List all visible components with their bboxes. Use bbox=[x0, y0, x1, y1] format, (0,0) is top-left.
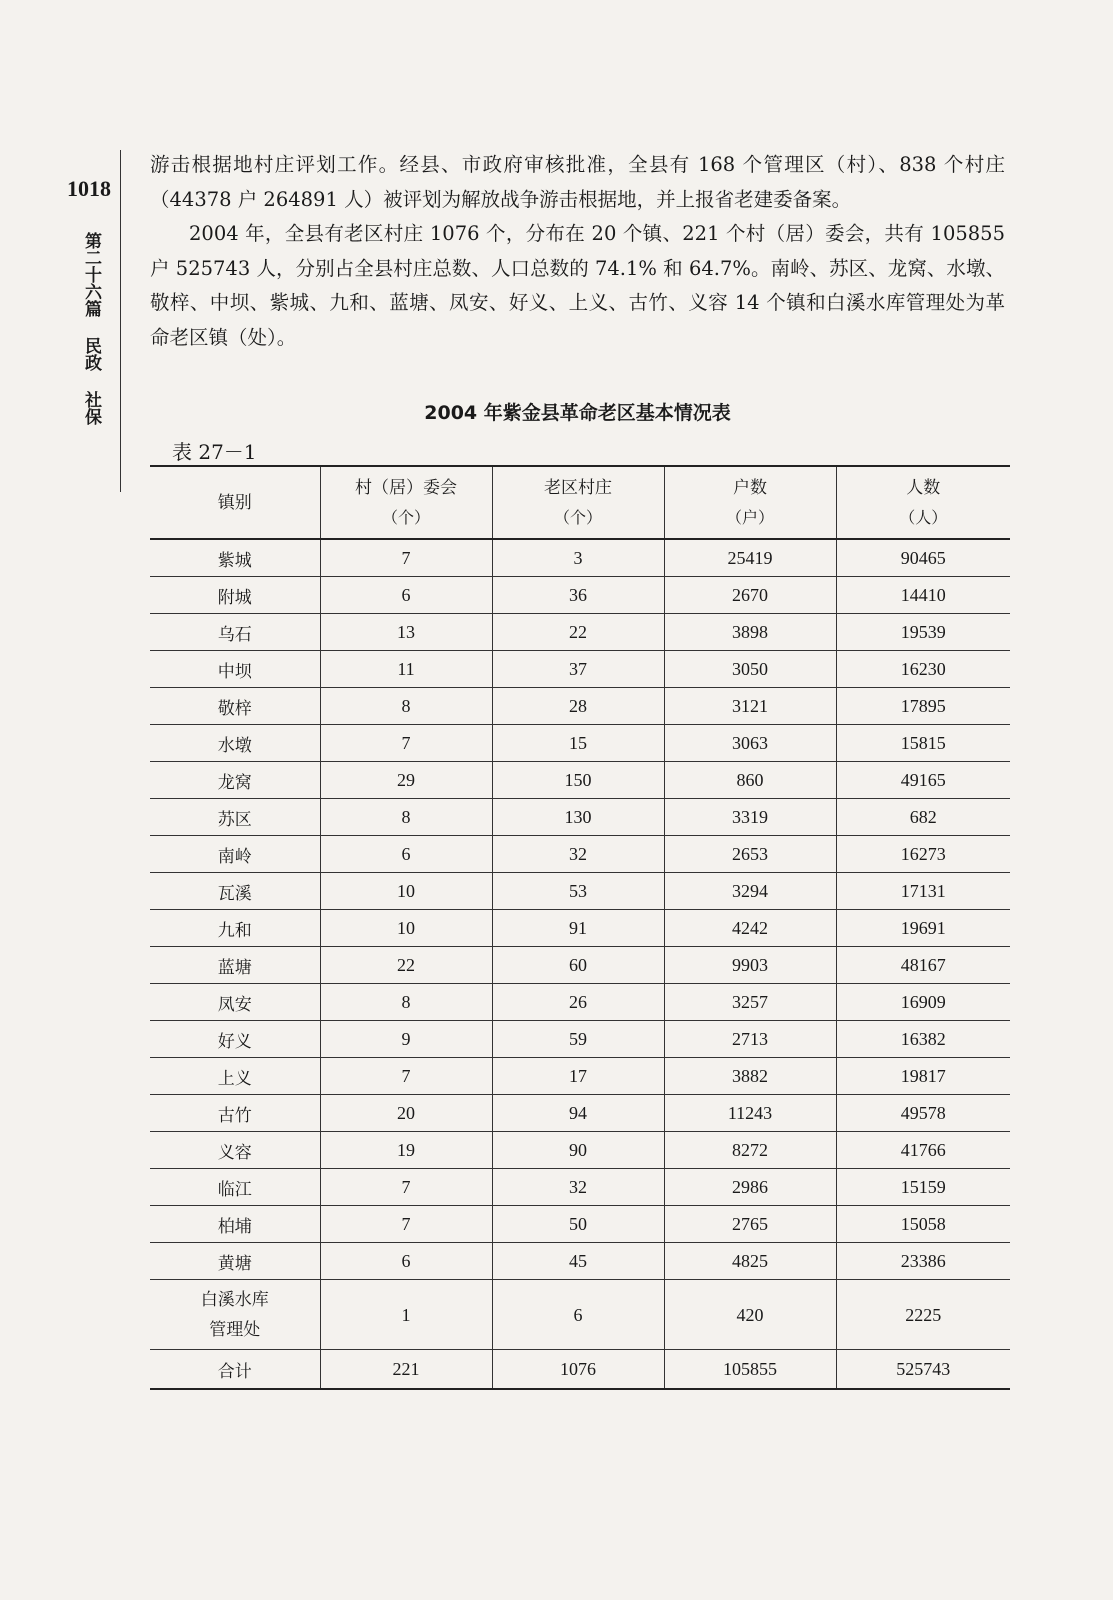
villages-cell: 91 bbox=[492, 910, 664, 947]
town-cell: 蓝塘 bbox=[150, 947, 320, 984]
people-cell: 90465 bbox=[836, 539, 1010, 577]
households-cell: 2653 bbox=[664, 836, 836, 873]
town-cell: 九和 bbox=[150, 910, 320, 947]
table-row bbox=[150, 1058, 1010, 1095]
committees-cell: 6 bbox=[320, 577, 492, 614]
committees-cell: 221 bbox=[320, 1350, 492, 1390]
header-row bbox=[150, 466, 1010, 539]
people-cell: 19539 bbox=[836, 614, 1010, 651]
households-cell: 3898 bbox=[664, 614, 836, 651]
people-cell: 682 bbox=[836, 799, 1010, 836]
villages-cell: 37 bbox=[492, 651, 664, 688]
town-cell: 临江 bbox=[150, 1169, 320, 1206]
table-row bbox=[150, 614, 1010, 651]
table-row bbox=[150, 910, 1010, 947]
committees-cell: 22 bbox=[320, 947, 492, 984]
villages-cell: 15 bbox=[492, 725, 664, 762]
header-cell: 户数 （户） bbox=[664, 466, 836, 539]
committees-cell: 7 bbox=[320, 1058, 492, 1095]
people-cell: 49578 bbox=[836, 1095, 1010, 1132]
committees-cell: 9 bbox=[320, 1021, 492, 1058]
table-row bbox=[150, 651, 1010, 688]
people-cell: 16909 bbox=[836, 984, 1010, 1021]
people-cell: 16382 bbox=[836, 1021, 1010, 1058]
table-row bbox=[150, 873, 1010, 910]
households-cell: 420 bbox=[664, 1280, 836, 1350]
people-cell: 17131 bbox=[836, 873, 1010, 910]
town-cell: 黄塘 bbox=[150, 1243, 320, 1280]
header-cell: 村（居）委会 （个） bbox=[320, 466, 492, 539]
data-table bbox=[150, 465, 1010, 1390]
town-cell: 好义 bbox=[150, 1021, 320, 1058]
committees-cell: 10 bbox=[320, 873, 492, 910]
committees-cell: 8 bbox=[320, 688, 492, 725]
households-cell: 3882 bbox=[664, 1058, 836, 1095]
people-cell: 15058 bbox=[836, 1206, 1010, 1243]
villages-cell: 6 bbox=[492, 1280, 664, 1350]
households-cell: 3121 bbox=[664, 688, 836, 725]
people-cell: 14410 bbox=[836, 577, 1010, 614]
town-cell: 古竹 bbox=[150, 1095, 320, 1132]
households-cell: 4825 bbox=[664, 1243, 836, 1280]
town-cell: 龙窝 bbox=[150, 762, 320, 799]
households-cell: 2713 bbox=[664, 1021, 836, 1058]
table-row-total bbox=[150, 1350, 1010, 1390]
body-text bbox=[150, 148, 1005, 355]
people-cell: 15159 bbox=[836, 1169, 1010, 1206]
villages-cell: 26 bbox=[492, 984, 664, 1021]
households-cell: 3319 bbox=[664, 799, 836, 836]
households-cell: 3050 bbox=[664, 651, 836, 688]
table-row bbox=[150, 577, 1010, 614]
households-cell: 25419 bbox=[664, 539, 836, 577]
households-cell: 2986 bbox=[664, 1169, 836, 1206]
committees-cell: 7 bbox=[320, 725, 492, 762]
people-cell: 19691 bbox=[836, 910, 1010, 947]
households-cell: 9903 bbox=[664, 947, 836, 984]
section-label: 第二十六篇 民政 社保 bbox=[81, 232, 101, 425]
people-cell: 16230 bbox=[836, 651, 1010, 688]
table-row bbox=[150, 762, 1010, 799]
committees-cell: 7 bbox=[320, 1169, 492, 1206]
table-row bbox=[150, 947, 1010, 984]
committees-cell: 8 bbox=[320, 799, 492, 836]
committees-cell: 6 bbox=[320, 836, 492, 873]
villages-cell: 1076 bbox=[492, 1350, 664, 1390]
table-row bbox=[150, 1132, 1010, 1169]
header-cell: 人数 （人） bbox=[836, 466, 1010, 539]
villages-cell: 94 bbox=[492, 1095, 664, 1132]
table-header bbox=[150, 466, 1010, 539]
table-row bbox=[150, 1243, 1010, 1280]
margin-rule bbox=[120, 150, 121, 492]
table-row bbox=[150, 725, 1010, 762]
villages-cell: 60 bbox=[492, 947, 664, 984]
table-row bbox=[150, 984, 1010, 1021]
table-row bbox=[150, 836, 1010, 873]
committees-cell: 20 bbox=[320, 1095, 492, 1132]
town-cell: 白溪水库 管理处 bbox=[150, 1280, 320, 1350]
total-label-cell: 合计 bbox=[150, 1350, 320, 1390]
committees-cell: 8 bbox=[320, 984, 492, 1021]
committees-cell: 11 bbox=[320, 651, 492, 688]
paragraph-1: 游击根据地村庄评划工作。经县、市政府审核批准，全县有 168 个管理区（村）、838 个村庄（44378 户 264891 人）被评划为解放战争游击根据地，并上报省老建委备案。 bbox=[150, 153, 1005, 211]
villages-cell: 32 bbox=[492, 836, 664, 873]
villages-cell: 32 bbox=[492, 1169, 664, 1206]
table-body bbox=[150, 539, 1010, 1389]
villages-cell: 53 bbox=[492, 873, 664, 910]
villages-cell: 90 bbox=[492, 1132, 664, 1169]
households-cell: 105855 bbox=[664, 1350, 836, 1390]
villages-cell: 3 bbox=[492, 539, 664, 577]
villages-cell: 22 bbox=[492, 614, 664, 651]
people-cell: 15815 bbox=[836, 725, 1010, 762]
people-cell: 2225 bbox=[836, 1280, 1010, 1350]
households-cell: 2670 bbox=[664, 577, 836, 614]
people-cell: 23386 bbox=[836, 1243, 1010, 1280]
households-cell: 3063 bbox=[664, 725, 836, 762]
town-cell: 苏区 bbox=[150, 799, 320, 836]
table-row bbox=[150, 688, 1010, 725]
town-cell: 乌石 bbox=[150, 614, 320, 651]
committees-cell: 7 bbox=[320, 1206, 492, 1243]
town-cell: 柏埔 bbox=[150, 1206, 320, 1243]
people-cell: 41766 bbox=[836, 1132, 1010, 1169]
committees-cell: 10 bbox=[320, 910, 492, 947]
page-number: 1018 bbox=[67, 176, 111, 201]
people-cell: 19817 bbox=[836, 1058, 1010, 1095]
town-cell: 凤安 bbox=[150, 984, 320, 1021]
people-cell: 17895 bbox=[836, 688, 1010, 725]
villages-cell: 59 bbox=[492, 1021, 664, 1058]
table-row bbox=[150, 1169, 1010, 1206]
villages-cell: 130 bbox=[492, 799, 664, 836]
people-cell: 48167 bbox=[836, 947, 1010, 984]
table-row bbox=[150, 1021, 1010, 1058]
table-number: 表 27－1 bbox=[172, 440, 257, 464]
town-cell: 中坝 bbox=[150, 651, 320, 688]
households-cell: 3294 bbox=[664, 873, 836, 910]
committees-cell: 6 bbox=[320, 1243, 492, 1280]
table-row bbox=[150, 799, 1010, 836]
table-row bbox=[150, 1095, 1010, 1132]
town-cell: 义容 bbox=[150, 1132, 320, 1169]
town-cell: 敬梓 bbox=[150, 688, 320, 725]
households-cell: 8272 bbox=[664, 1132, 836, 1169]
town-cell: 附城 bbox=[150, 577, 320, 614]
table-title: 2004 年紫金县革命老区基本情况表 bbox=[424, 402, 731, 424]
committees-cell: 1 bbox=[320, 1280, 492, 1350]
header-cell: 镇别 bbox=[150, 466, 320, 539]
villages-cell: 150 bbox=[492, 762, 664, 799]
villages-cell: 17 bbox=[492, 1058, 664, 1095]
households-cell: 4242 bbox=[664, 910, 836, 947]
committees-cell: 7 bbox=[320, 539, 492, 577]
households-cell: 3257 bbox=[664, 984, 836, 1021]
town-cell: 上义 bbox=[150, 1058, 320, 1095]
town-cell: 南岭 bbox=[150, 836, 320, 873]
households-cell: 2765 bbox=[664, 1206, 836, 1243]
people-cell: 525743 bbox=[836, 1350, 1010, 1390]
households-cell: 11243 bbox=[664, 1095, 836, 1132]
people-cell: 49165 bbox=[836, 762, 1010, 799]
villages-cell: 28 bbox=[492, 688, 664, 725]
committees-cell: 29 bbox=[320, 762, 492, 799]
table-row bbox=[150, 1206, 1010, 1243]
households-cell: 860 bbox=[664, 762, 836, 799]
committees-cell: 19 bbox=[320, 1132, 492, 1169]
villages-cell: 50 bbox=[492, 1206, 664, 1243]
table-row bbox=[150, 539, 1010, 577]
villages-cell: 36 bbox=[492, 577, 664, 614]
people-cell: 16273 bbox=[836, 836, 1010, 873]
header-cell: 老区村庄 （个） bbox=[492, 466, 664, 539]
villages-cell: 45 bbox=[492, 1243, 664, 1280]
town-cell: 瓦溪 bbox=[150, 873, 320, 910]
paragraph-2: 2004 年，全县有老区村庄 1076 个，分布在 20 个镇、221 个村（居）委会，共有 105855 户 525743 人，分别占全县村庄总数、人口总数的 74.1% 和 64.7%。南岭、苏区、龙窝、水墩、敬梓、中坝、紫城、九和、蓝塘、凤安、好义、上义、古竹、义容 14 个镇和白溪水库管理处为革命老区镇（处）。 bbox=[150, 222, 1005, 349]
town-cell: 水墩 bbox=[150, 725, 320, 762]
town-cell: 紫城 bbox=[150, 539, 320, 577]
table-row-baixi bbox=[150, 1280, 1010, 1350]
committees-cell: 13 bbox=[320, 614, 492, 651]
